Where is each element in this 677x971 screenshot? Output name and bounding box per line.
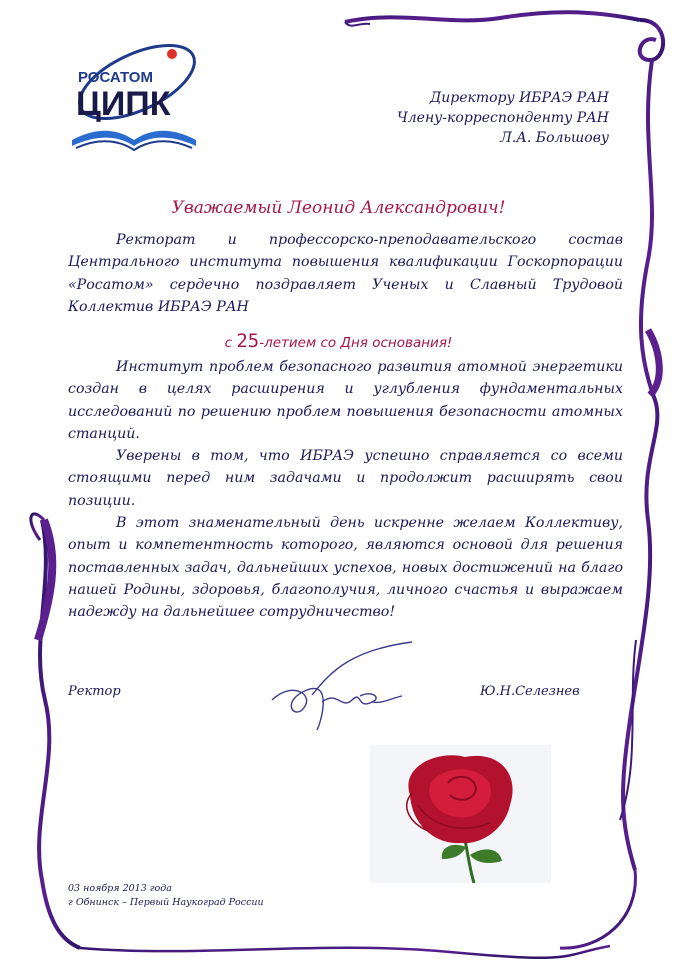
- letter-intro: [68, 229, 623, 318]
- paragraph-4: В этот знаменательный день искренне желаем Коллективу, опыт и компетентность которого, являются основой для решения поставленных задач, дальнейших успехов, новых достижений на благо нашей Родины, здоровья, благополучия, личного счастья и выражаем надежду на дальнейшее сотрудничество!: [68, 515, 623, 621]
- rosatom-cipk-logo: [62, 40, 207, 155]
- anniversary-number: 25: [236, 330, 260, 352]
- addressee-line-2: Члену-корреспонденту РАН: [396, 110, 609, 126]
- logo-org: ЦИПК: [76, 85, 171, 123]
- addressee-line-3: Л.А. Большову: [500, 130, 609, 146]
- signer-name: Ю.Н.Селезнев: [480, 684, 580, 699]
- greeting: Уважаемый Леонид Александрович!: [171, 198, 506, 218]
- anniversary-prefix: с: [224, 335, 237, 351]
- addressee-block: [289, 88, 609, 148]
- signer-position: Ректор: [68, 684, 121, 699]
- addressee-line-1: Директору ИБРАЭ РАН: [429, 90, 609, 106]
- rose-image: [370, 745, 551, 883]
- letter-place: г Обнинск – Первый Наукоград России: [68, 897, 264, 908]
- anniversary-suffix: -летием со Дня основания!: [259, 335, 453, 351]
- paragraph-2: Институт проблем безопасного развития атомной энергетики создан в целях расширения и углубления фундаментальных исследований по решению проблем повышения безопасности атомных станций.: [68, 359, 623, 442]
- paragraph-3: Уверены в том, что ИБРАЭ успешно справляется со всеми стоящими перед ним задачами и продолжит расширять свои позиции.: [68, 448, 623, 509]
- letter-date: 03 ноября 2013 года: [68, 883, 172, 894]
- paragraph-1: Ректорат и профессорско-преподавательского состав Центрального института повышения квалификации Госкорпорации «Росатом» сердечно поздравляет Ученых и Славный Трудовой Коллектив ИБРАЭ РАН: [68, 232, 623, 315]
- logo-brand: РОСАТОМ: [78, 69, 153, 86]
- anniversary-line: [0, 330, 677, 352]
- handwritten-signature: [262, 640, 422, 735]
- letter-body: [68, 356, 623, 624]
- footer: [68, 882, 264, 910]
